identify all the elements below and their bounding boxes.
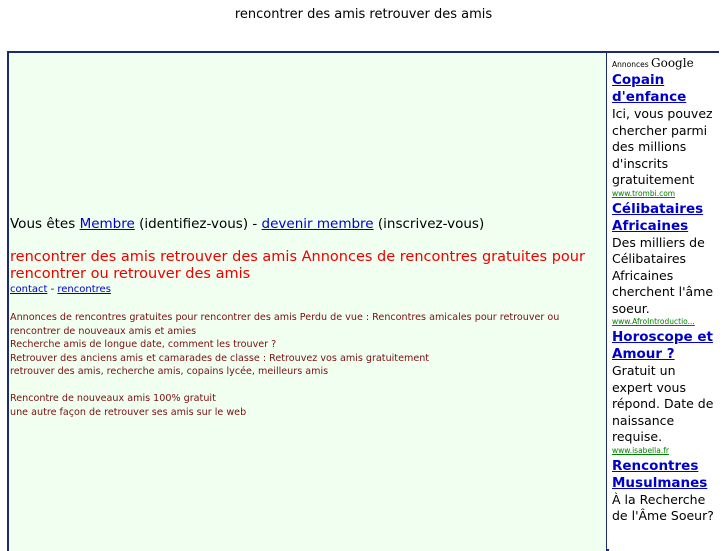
description-line: retrouver des amis, recherche amis, copains lycée, meilleurs amis xyxy=(10,366,329,377)
ad-description: À la Recherche de l'Âme Soeur? xyxy=(612,491,714,523)
ads-label: Annonces xyxy=(612,60,649,69)
ad-item xyxy=(612,458,718,525)
ad-description: Ici, vous pouvez chercher parmi des millions d'inscrits gratuitement xyxy=(612,106,713,187)
ad-url-link[interactable]: www.isabella.fr xyxy=(612,445,669,455)
description-block xyxy=(10,311,600,433)
ad-title-link[interactable]: Rencontres Musulmanes xyxy=(612,457,708,491)
ad-title-link[interactable]: Copain d'enfance xyxy=(612,72,687,105)
page-title: rencontrer des amis retrouver des amis xyxy=(234,7,493,22)
ad-url-link[interactable]: www.trombi.com xyxy=(612,188,676,198)
content-frame xyxy=(7,51,719,551)
main-headline: rencontrer des amis retrouver des amis Annonces de rencontres gratuites pour rencontrer ou retrouver des amis xyxy=(10,249,585,282)
ad-item xyxy=(612,201,718,327)
ad-description: Gratuit un expert vous répond. Date de naissance requise. xyxy=(612,363,714,444)
member-prefix: Vous êtes xyxy=(10,216,80,232)
ads-header[interactable] xyxy=(612,56,719,70)
description-line: Retrouver des anciens amis et camarades de classe : Retrouvez vos amis gratuitement xyxy=(10,352,430,364)
ad-title-link[interactable]: Horoscope et Amour ? xyxy=(612,329,713,362)
contact-link[interactable]: contact xyxy=(10,284,48,295)
member-identify-text: (identifiez-vous) - xyxy=(134,216,262,232)
ad-item xyxy=(612,72,718,198)
member-bar xyxy=(10,216,484,232)
member-login-link[interactable]: Membre xyxy=(79,216,135,232)
description-paragraph-1 xyxy=(10,311,600,379)
nav-links xyxy=(10,284,111,295)
description-line: Annonces de rencontres gratuites pour rencontrer des amis Perdu de vue : Rencontres amicales pour retrouver ou rencontrer de nouveaux amis et amies xyxy=(10,312,560,337)
become-member-link[interactable]: devenir membre xyxy=(261,216,374,232)
description-line: une autre façon de retrouver ses amis sur le web xyxy=(10,406,247,418)
description-paragraph-2 xyxy=(10,392,600,419)
rencontres-link[interactable]: rencontres xyxy=(57,284,111,295)
link-separator: - xyxy=(47,284,58,295)
ad-url-link[interactable]: www.AfroIntroductio... xyxy=(612,317,695,326)
google-logo: Google xyxy=(651,56,694,70)
main-panel xyxy=(9,53,607,551)
ad-description: Des milliers de Célibataires Africaines cherchent l'âme soeur. xyxy=(612,234,714,316)
ad-item xyxy=(612,329,718,455)
ad-title-link[interactable]: Célibataires Africaines xyxy=(612,200,704,234)
member-register-text: (inscrivez-vous) xyxy=(373,216,485,232)
description-line: Recherche amis de longue date, comment les trouver ? xyxy=(10,339,277,350)
google-ads-column xyxy=(609,53,719,551)
description-line: Rencontre de nouveaux amis 100% gratuit xyxy=(10,393,216,404)
